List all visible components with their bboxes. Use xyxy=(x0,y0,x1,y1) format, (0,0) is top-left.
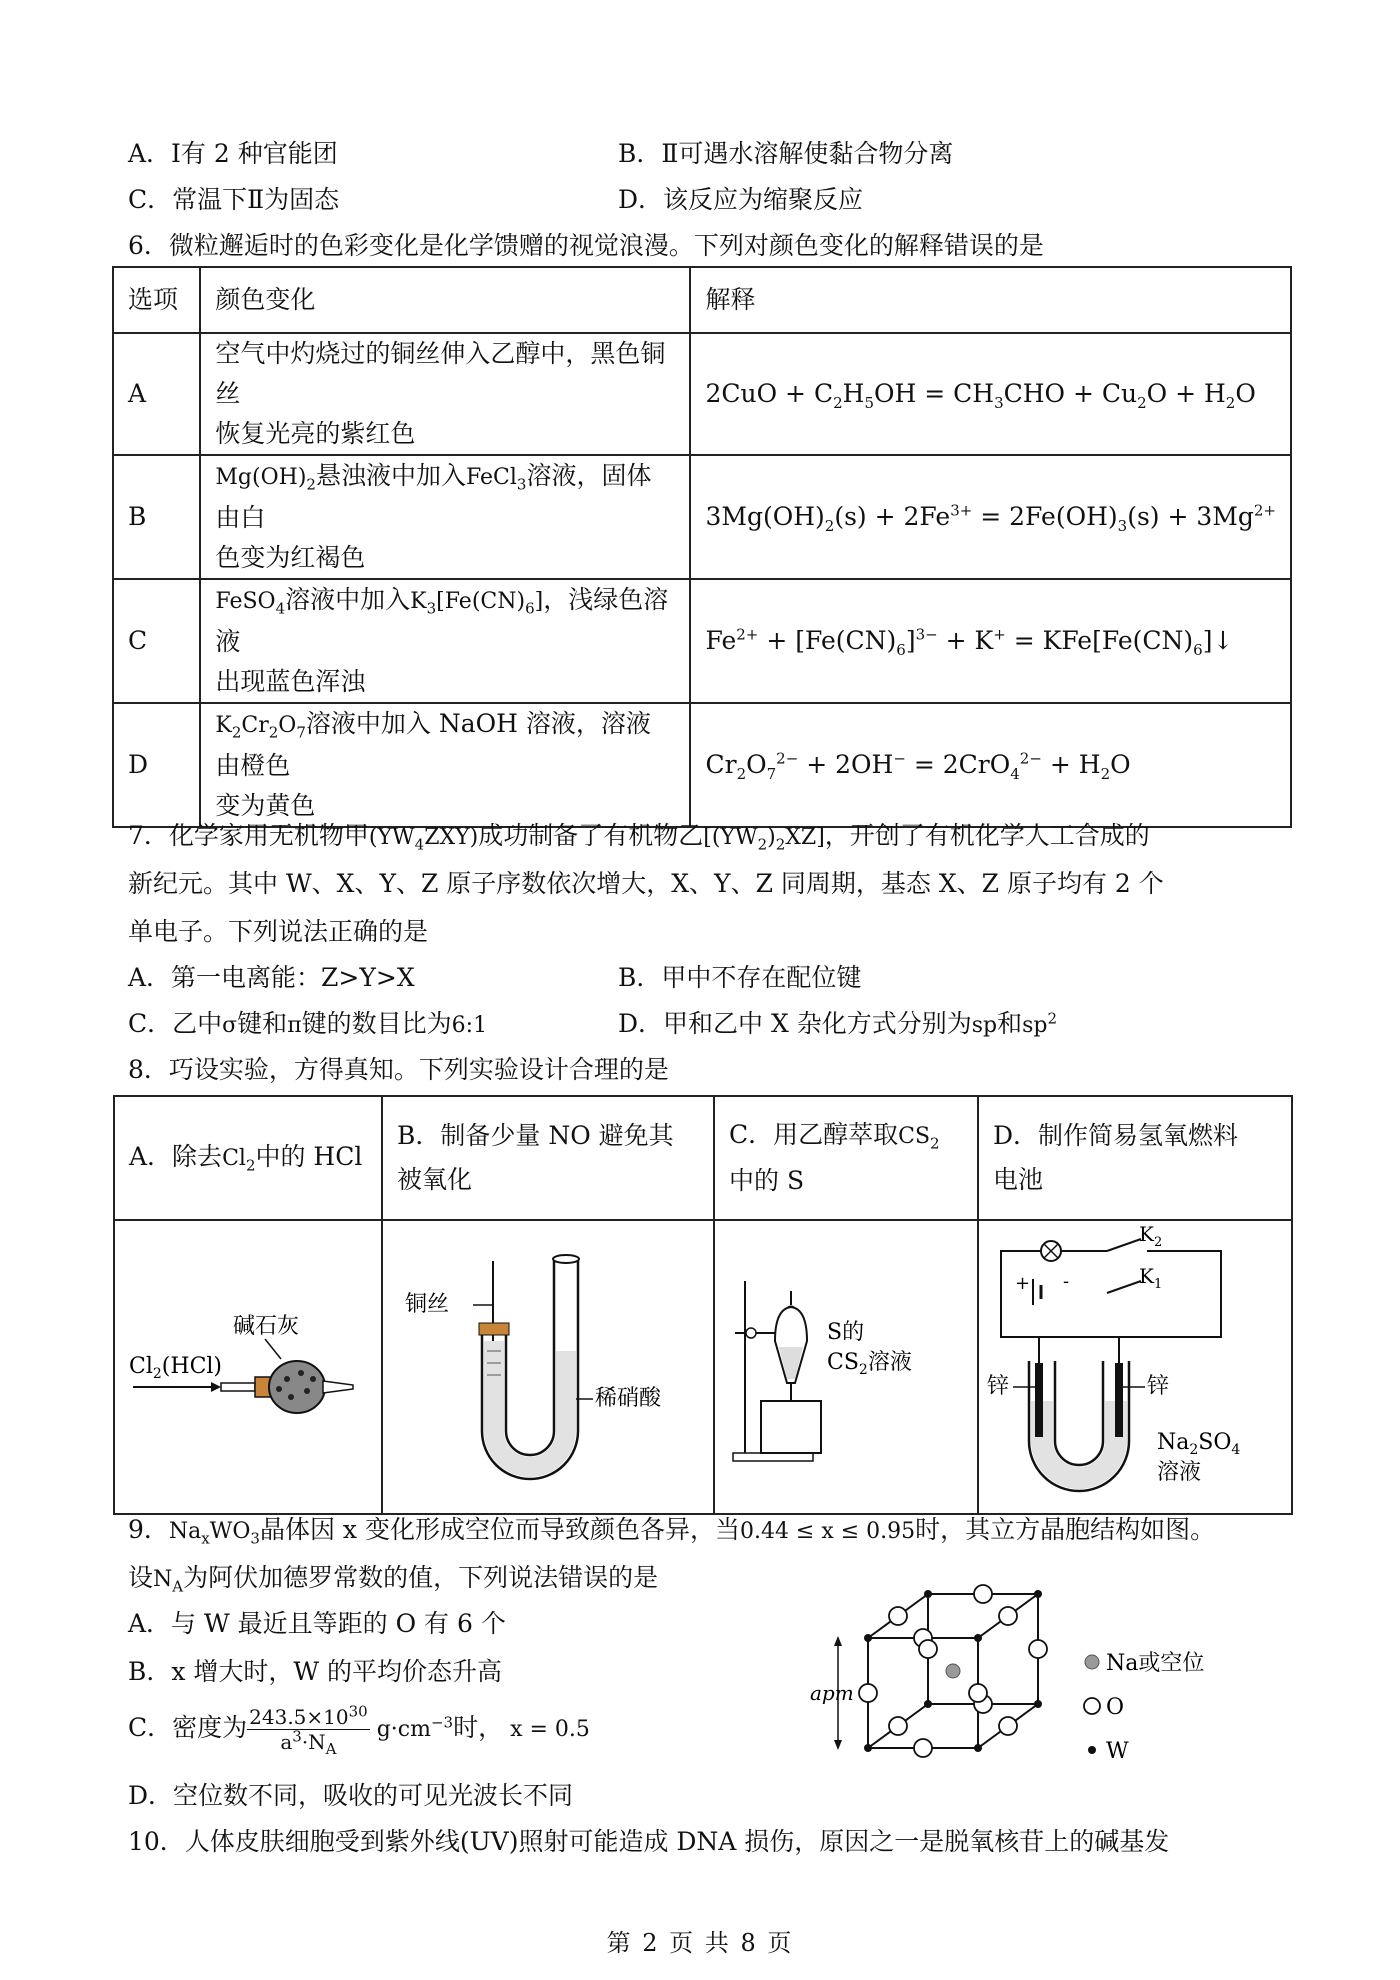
q9-option-c: C．密度为 $\frac{243.5\times 10^{30}}{a^3\cdot N_A}$ $g\cdot cm^{-3}$时， x = 0.5 xyxy=(128,1702,590,1758)
q6-row-c-option: C xyxy=(113,579,200,703)
q6-row-b-option: B xyxy=(113,455,200,579)
legend-w-label: W xyxy=(1106,1739,1129,1764)
table-row xyxy=(113,455,1291,579)
q7-option-b: B．甲中不存在配位键 xyxy=(618,963,862,992)
q9-line1: 9．$Na_xWO_3$晶体因 x 变化形成空位而导致颜色各异，当0.44 ≤ x ≤ 0.95时，其立方晶胞结构如图。 xyxy=(128,1515,1216,1548)
q5-option-c: C．常温下Ⅱ为固态 xyxy=(128,185,340,214)
q6-row-b-change-part2: 溶液，固体由白 xyxy=(215,461,652,532)
fuel-cell-diagram xyxy=(979,1221,1289,1499)
copper-wire-label: 铜丝 xyxy=(405,1292,450,1317)
q8-header-c: C．用乙醇萃取$CS_2$ 中的 S xyxy=(714,1096,978,1220)
q8-header-d: D．制作简易氢氧燃料 电池 xyxy=(978,1096,1292,1220)
q7-line1: 7．化学家用无机物甲$(YW_4ZXY)$成功制备了有机物乙$[(YW_2)_2XZ]$，开创了有机化学人工合成的 xyxy=(128,821,1150,854)
q6-row-b-change-line2: 色变为红褐色 xyxy=(215,543,366,572)
table-row xyxy=(113,333,1291,455)
q6-row-c-change: FeSO$_4$溶液中加入$K_3[Fe(CN)_6]$，浅绿色溶液 出现蓝色浑浊 xyxy=(200,579,690,703)
q9-option-b: B．x 增大时，W 的平均价态升高 xyxy=(128,1657,503,1686)
separatory-funnel-diagram xyxy=(715,1221,977,1499)
q7-option-d: D．甲和乙中 X 杂化方式分别为sp和$sp^2$ xyxy=(618,1009,1058,1038)
q6-row-d-change-line2: 变为黄色 xyxy=(215,791,316,820)
u-tube-diagram xyxy=(383,1221,713,1499)
cs2-solution-label: $CS_2$溶液 xyxy=(827,1350,912,1378)
edge-length-label: apm xyxy=(810,1681,854,1705)
drying-tube-diagram xyxy=(115,1221,381,1499)
q7-line3: 单电子。下列说法正确的是 xyxy=(128,917,429,946)
zinc-left-label: 锌 xyxy=(987,1374,1010,1399)
q6-row-a-change-line1: 空气中灼烧过的铜丝伸入乙醇中，黑色铜丝 xyxy=(215,339,666,408)
q8-figure-d xyxy=(978,1220,1292,1514)
zinc-right-label: 锌 xyxy=(1147,1374,1170,1399)
sodium-sulfate-label: $Na_2SO_4$ xyxy=(1157,1430,1241,1458)
q10-line1: 10．人体皮肤细胞受到紫外线(UV)照射可能造成 DNA 损伤，原因之一是脱氧核苷上的碱基发 xyxy=(128,1827,1170,1856)
q6-table xyxy=(112,266,1292,828)
q6-header-change: 颜色变化 xyxy=(200,267,690,333)
page-footer: 第 2 页 共 8 页 xyxy=(606,1929,794,1957)
q6-header-option: 选项 xyxy=(113,267,200,333)
dilute-nitric-acid-label: 稀硝酸 xyxy=(595,1386,662,1411)
legend-o-label: O xyxy=(1106,1695,1125,1720)
sulfur-label: S的 xyxy=(827,1320,865,1345)
table-row xyxy=(113,703,1291,827)
q8-table xyxy=(113,1095,1293,1515)
q6-row-a-change-line2: 恢复光亮的紫红色 xyxy=(215,419,416,448)
legend-na-label: Na或空位 xyxy=(1106,1651,1205,1676)
switch-k1-label: $K_1$ xyxy=(1139,1264,1163,1292)
q6-row-c-change-part2: ，浅绿色溶液 xyxy=(215,585,669,656)
q9-option-a: A．与 W 最近且等距的 O 有 6 个 xyxy=(128,1609,506,1638)
battery-plus-sign: + xyxy=(1015,1273,1031,1294)
q6-row-d-change: $K_2Cr_2O_7$溶液中加入 NaOH 溶液，溶液由橙色 变为黄色 xyxy=(200,703,690,827)
q8-header-b: B．制备少量 NO 避免其 被氧化 xyxy=(382,1096,714,1220)
unit-cell-diagram xyxy=(810,1582,1290,1802)
q6-row-a-equation: $2CuO + C_2H_5OH = CH_3CHO + Cu_2O + H_2O$ xyxy=(690,333,1291,455)
q6-row-b-change-part1: 悬浊液中加入 xyxy=(315,461,466,490)
q6-row-b-equation: $3Mg(OH)_2(s) + 2Fe^{3+} = 2Fe(OH)_3(s) + 3Mg^{2+}$ xyxy=(690,455,1291,579)
q9-option-d: D．空位数不同，吸收的可见光波长不同 xyxy=(128,1781,574,1810)
solution-label: 溶液 xyxy=(1157,1460,1202,1485)
q5-option-a: A．Ⅰ有 2 种官能团 xyxy=(128,139,338,168)
q8-figure-c xyxy=(714,1220,978,1514)
q9-line2: 设$N_A$为阿伏加德罗常数的值，下列说法错误的是 xyxy=(128,1563,659,1596)
battery-minus-sign: - xyxy=(1063,1271,1070,1292)
q6-row-c-equation: $Fe^{2+} + [Fe(CN)_6]^{3-} + K^+$ = $KFe[Fe(CN)_6]↓$ xyxy=(690,579,1291,703)
q8-figure-a xyxy=(114,1220,382,1514)
q8-header-a: A．除去$Cl_2$中的 HCl xyxy=(114,1096,382,1220)
q6-stem: 6．微粒邂逅时的色彩变化是化学馈赠的视觉浪漫。下列对颜色变化的解释错误的是 xyxy=(128,231,1044,260)
q6-row-d-equation: $Cr_2O_7^{2-} + 2OH^- = 2CrO_4^{2-} + H_2O$ xyxy=(690,703,1291,827)
switch-k2-label: $K_2$ xyxy=(1139,1222,1163,1250)
q7-option-c: C．乙中σ键和π键的数目比为6:1 xyxy=(128,1009,488,1038)
q8-figure-b xyxy=(382,1220,714,1514)
gas-inlet-label: $Cl_2(HCl)$ xyxy=(129,1354,223,1382)
q7-option-a: A．第一电离能：Z>Y>X xyxy=(128,963,415,992)
soda-lime-label: 碱石灰 xyxy=(233,1314,300,1339)
q6-header-explain: 解释 xyxy=(690,267,1291,333)
q6-row-a-option: A xyxy=(113,333,200,455)
q6-row-d-change-part1: 溶液中加入 NaOH 溶液，溶液由橙色 xyxy=(215,709,651,780)
q5-option-d: D．该反应为缩聚反应 xyxy=(618,185,864,214)
table-row xyxy=(113,579,1291,703)
q6-row-c-change-line2: 出现蓝色浑浊 xyxy=(215,667,366,696)
q6-row-a-change xyxy=(200,333,690,455)
q6-row-b-change: $Mg(OH)_2$悬浊液中加入FeCl$_3$溶液，固体由白 色变为红褐色 xyxy=(200,455,690,579)
q5-option-b: B．Ⅱ可遇水溶解使黏合物分离 xyxy=(618,139,954,168)
q6-row-c-change-part1: 溶液中加入 xyxy=(285,585,411,614)
q8-stem: 8．巧设实验，方得真知。下列实验设计合理的是 xyxy=(128,1055,669,1084)
q6-row-d-option: D xyxy=(113,703,200,827)
q7-line2: 新纪元。其中 W、X、Y、Z 原子序数依次增大，X、Y、Z 同周期，基态 X、Z 原子均有 2 个 xyxy=(128,869,1164,898)
